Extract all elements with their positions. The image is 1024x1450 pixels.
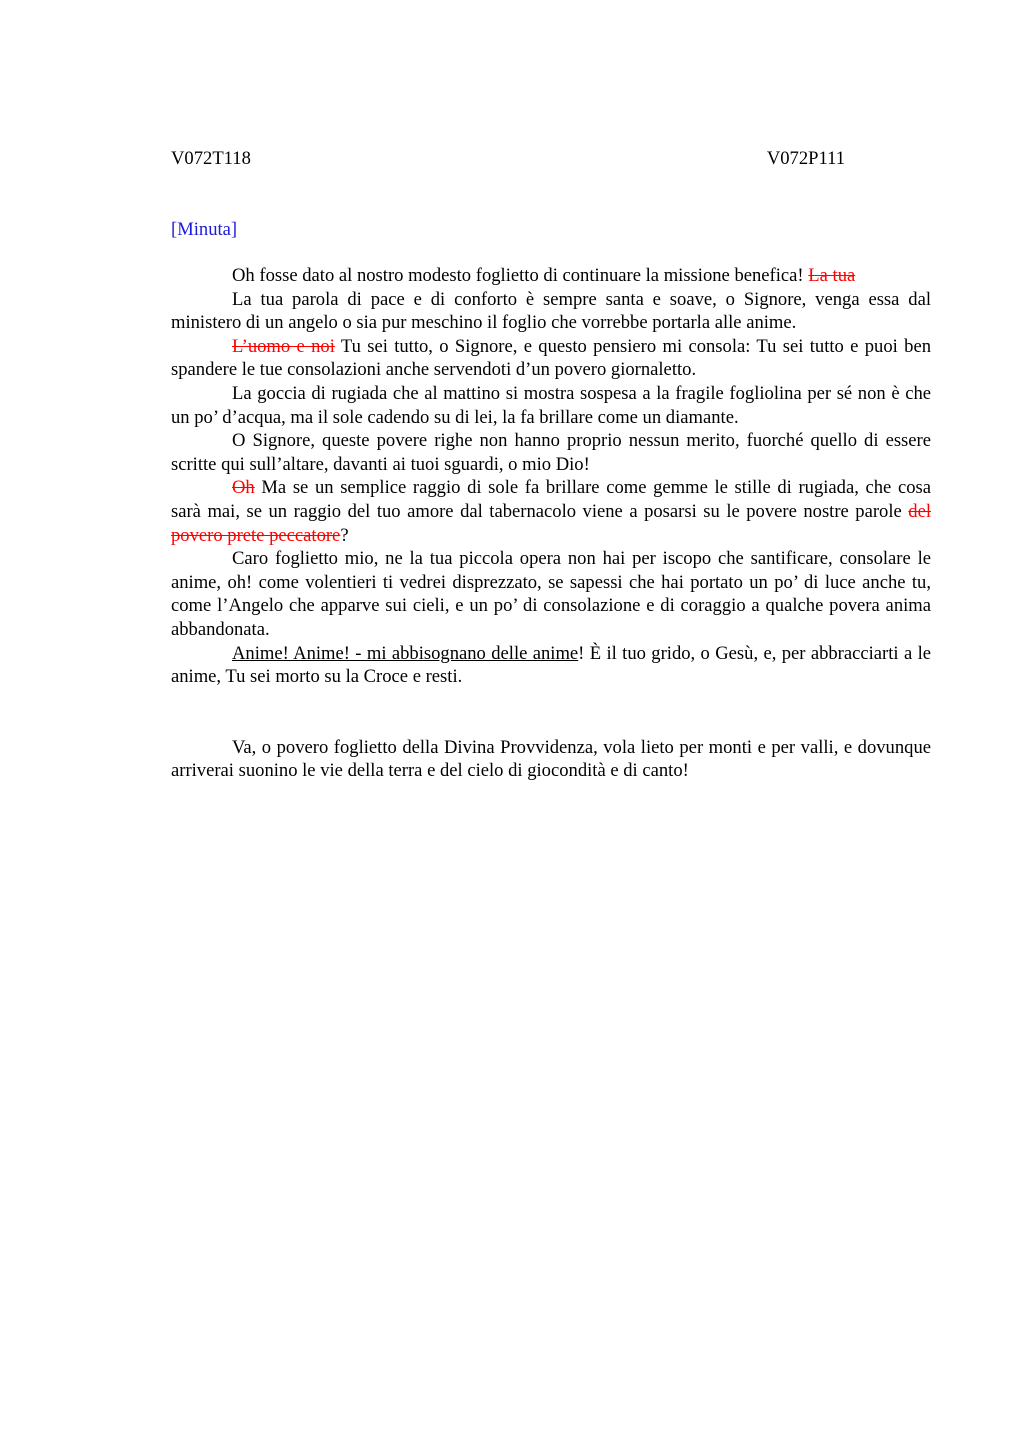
paragraph-5: O Signore, queste povere righe non hanno proprio nessun merito, fuorché quello di essere scritte qui sull’altare, davanti ai tuoi sguardi, o mio Dio!: [171, 430, 931, 475]
body-text: [171, 264, 931, 783]
paragraph-6: Oh Ma se un semplice raggio di sole fa brillare come gemme le stille di rugiada, che cosa sarà mai, se un raggio del tuo amore dal tabernacolo viene a posarsi su le povere nostre parole del povero prete peccatore?: [171, 477, 931, 546]
paragraph-7: Caro foglietto mio, ne la tua piccola opera non hai per iscopo che santificare, consolare le anime, oh! come volentieri ti vedrei disprezzato, se sapessi che hai portato un po’ di luce anche tu, come l’Angelo che apparve sui cieli, e un po’ di consolazione e di coraggio a qualche povera anima abbandonata.: [171, 548, 931, 640]
page-code: V072P111: [766, 148, 845, 169]
paragraph-2: La tua parola di pace e di conforto è sempre santa e soave, o Signore, venga essa dal ministero di un angelo o sia pur meschino il foglio che vorrebbe portarla alle anime.: [171, 288, 931, 334]
deleted-text: La tua: [808, 265, 856, 286]
paragraph-3: L’uomo e noi Tu sei tutto, o Signore, e questo pensiero mi consola: Tu sei tutto e puoi ben spandere le tue consolazioni anche servendoti d’un povero giornaletto.: [171, 335, 931, 381]
deleted-text: L’uomo e noi: [232, 335, 335, 357]
paragraph-4: La goccia di rugiada che al mattino si mostra sospesa a la fragile fogliolina per sé non è che un po’ d’acqua, ma il sole cadendo su di lei, la fa brillare come un diamante.: [171, 382, 931, 428]
document-code: V072T118: [171, 148, 251, 169]
paragraph-1: Oh fosse dato al nostro modesto foglietto di continuare la missione benefica! La tua: [232, 265, 856, 286]
page-header: [171, 146, 845, 172]
deleted-text: Oh: [232, 477, 255, 499]
paragraph-9: Va, o povero foglietto della Divina Provvidenza, vola lieto per monti e per valli, e dovunque arriverai suonino le vie della terra e del cielo di giocondità e di canto!: [171, 736, 931, 782]
deleted-text: del povero prete peccatore: [171, 500, 931, 546]
paragraph-8: Anime! Anime! - mi abbisognano delle anime! È il tuo grido, o Gesù, e, per abbracciarti a le anime, Tu sei morto su la Croce e resti.: [171, 642, 931, 688]
section-label: [Minuta]: [171, 219, 238, 240]
underlined-text: Anime! Anime! - mi abbisognano delle anime: [232, 642, 579, 664]
